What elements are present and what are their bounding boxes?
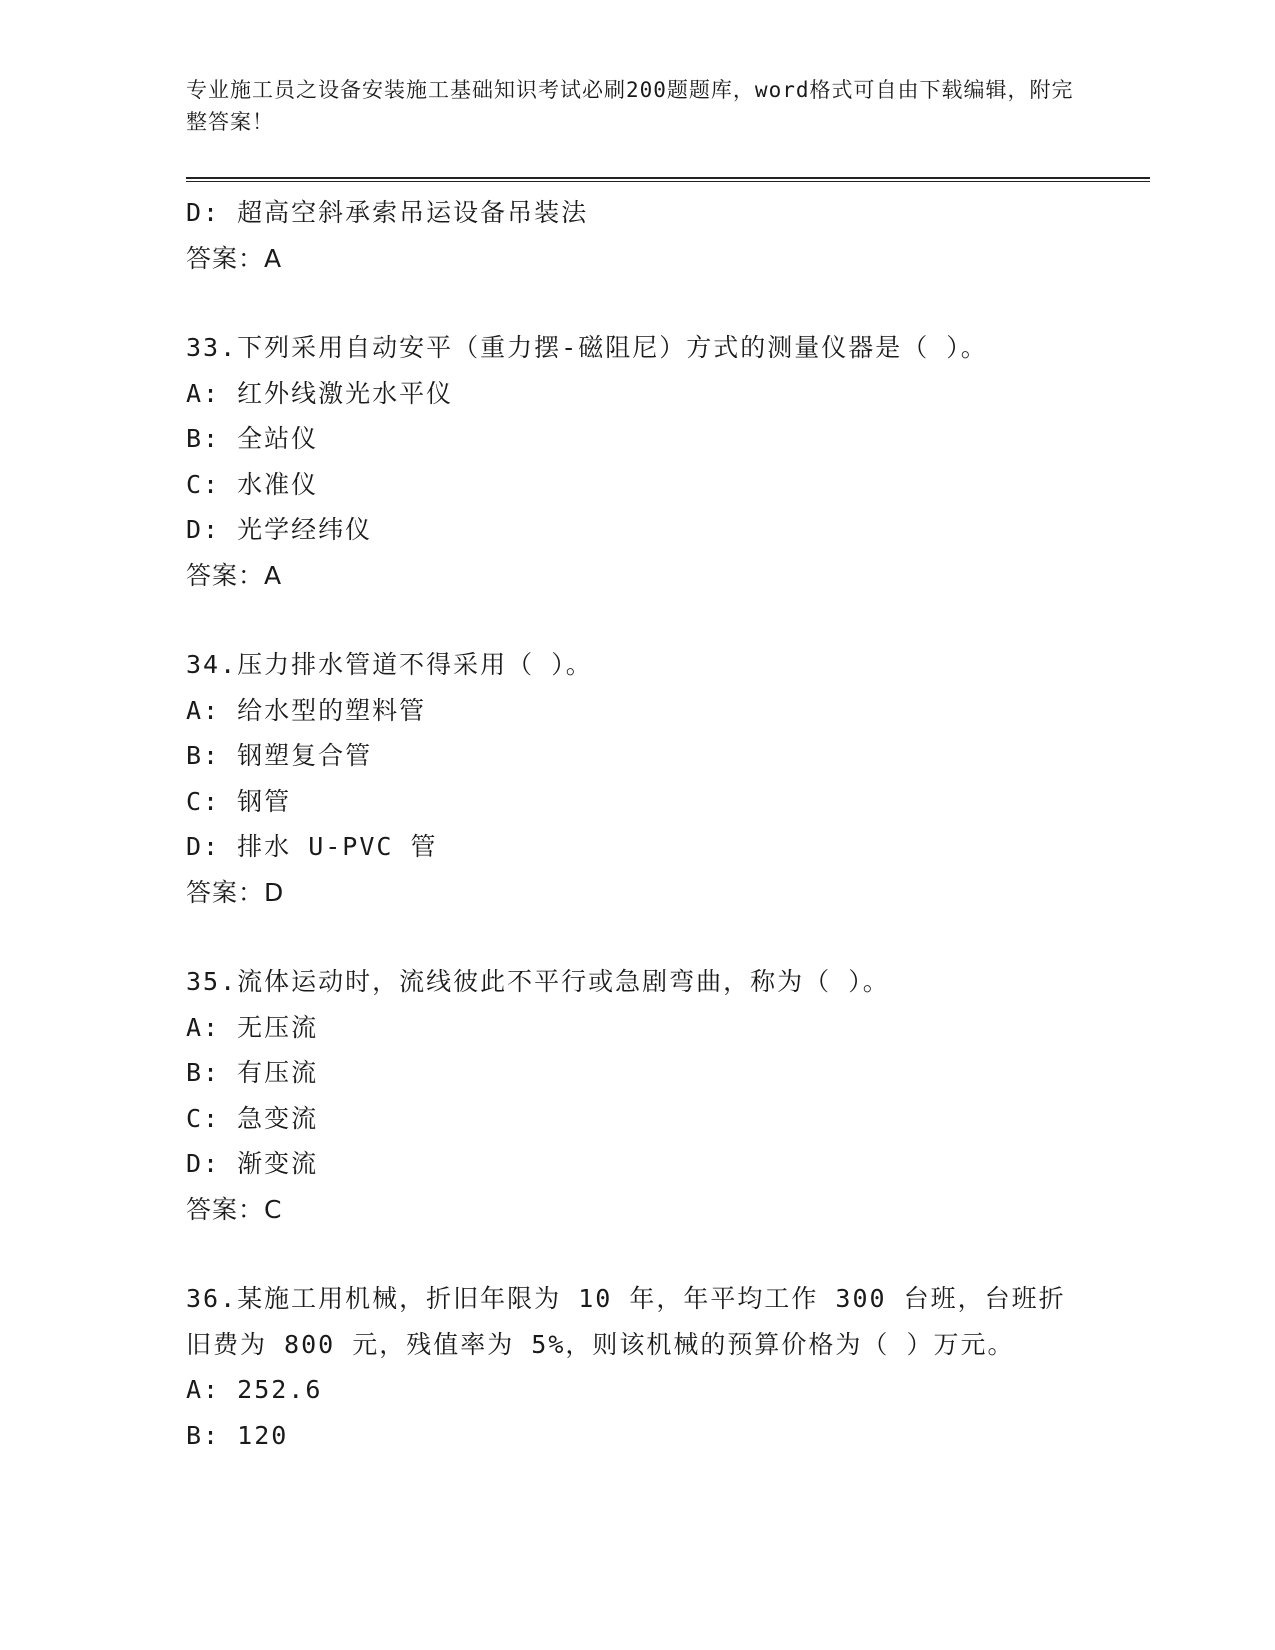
question-stem-line-1: 36.某施工用机械，折旧年限为 10 年，年平均工作 300 台班，台班折: [186, 1284, 1066, 1313]
partial-question: [186, 190, 1086, 281]
question-36: [186, 1276, 1086, 1458]
spacer: [186, 915, 1086, 959]
question-stem: 33.下列采用自动安平（重力摆-磁阻尼）方式的测量仪器是（ ）。: [186, 333, 988, 362]
answer-line: 答案：D: [186, 877, 285, 907]
option-c: C: 急变流: [186, 1103, 319, 1133]
option-d: D: 渐变流: [186, 1149, 319, 1178]
question-33: [186, 325, 1086, 598]
question-stem-line-2: 旧费为 800 元，残值率为 5%，则该机械的预算价格为（ ）万元。: [186, 1329, 1015, 1359]
option-a: A: 红外线激光水平仪: [186, 378, 454, 408]
spacer: [186, 1232, 1086, 1276]
document-header: 专业施工员之设备安装施工基础知识考试必刷200题题库，word格式可自由下载编辑，附完整答案！: [186, 78, 1074, 134]
answer-line: 答案：C: [186, 1194, 283, 1224]
option-d: D: 光学经纬仪: [186, 515, 373, 544]
option-b: B: 120: [186, 1420, 289, 1450]
spacer: [186, 281, 1086, 325]
answer-line: 答案：A: [186, 243, 283, 273]
question-34: [186, 642, 1086, 915]
option-d: D: 超高空斜承索吊运设备吊装法: [186, 198, 589, 227]
question-list: [186, 190, 1086, 1458]
option-b: B: 全站仪: [186, 424, 319, 453]
option-c: C: 钢管: [186, 786, 292, 816]
option-d: D: 排水 U-PVC 管: [186, 832, 438, 861]
option-a: A: 无压流: [186, 1012, 319, 1042]
answer-line: 答案：A: [186, 560, 283, 590]
spacer: [186, 598, 1086, 642]
option-b: B: 有压流: [186, 1058, 319, 1087]
option-a: A: 252.6: [186, 1375, 323, 1404]
option-c: C: 水准仪: [186, 469, 319, 499]
question-stem: 35.流体运动时，流线彼此不平行或急剧弯曲，称为（ ）。: [186, 967, 890, 996]
option-b: B: 钢塑复合管: [186, 741, 373, 770]
option-a: A: 给水型的塑料管: [186, 695, 427, 725]
header-divider: [186, 177, 1150, 182]
question-35: [186, 959, 1086, 1232]
question-stem: 34.压力排水管道不得采用（ ）。: [186, 650, 593, 679]
